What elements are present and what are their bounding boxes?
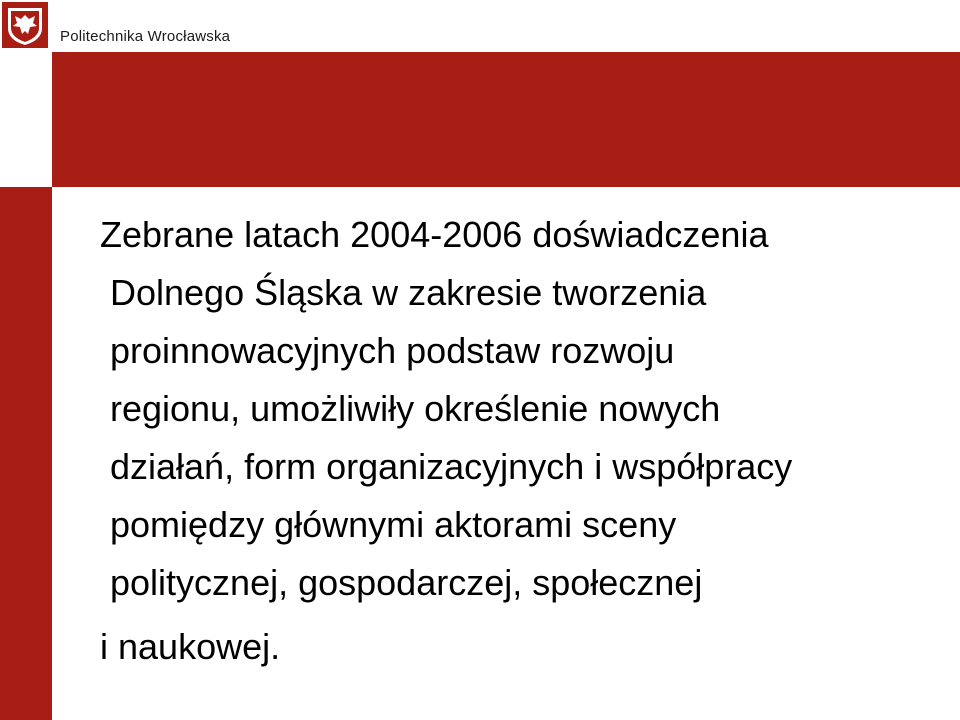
slide-body-text — [100, 206, 940, 676]
eagle-crest-icon — [2, 2, 48, 48]
header — [0, 0, 960, 52]
body-line-5: działań, form organizacyjnych i współpracy — [110, 446, 793, 487]
university-name: Politechnika Wrocławska — [60, 28, 231, 45]
body-line-8: i naukowej. — [100, 626, 281, 667]
left-red-bar — [0, 187, 52, 720]
body-line-3: proinnowacyjnych podstaw rozwoju — [110, 330, 675, 371]
body-line-1: Zebrane latach 2004-2006 doświadczenia — [100, 214, 769, 255]
body-line-4: regionu, umożliwiły określenie nowych — [110, 388, 721, 429]
body-line-7: politycznej, gospodarczej, społecznej — [110, 562, 703, 603]
body-line-6: pomiędzy głównymi aktorami sceny — [110, 504, 677, 545]
top-red-band — [52, 52, 960, 187]
body-line-2: Dolnego Śląska w zakresie tworzenia — [110, 272, 707, 313]
